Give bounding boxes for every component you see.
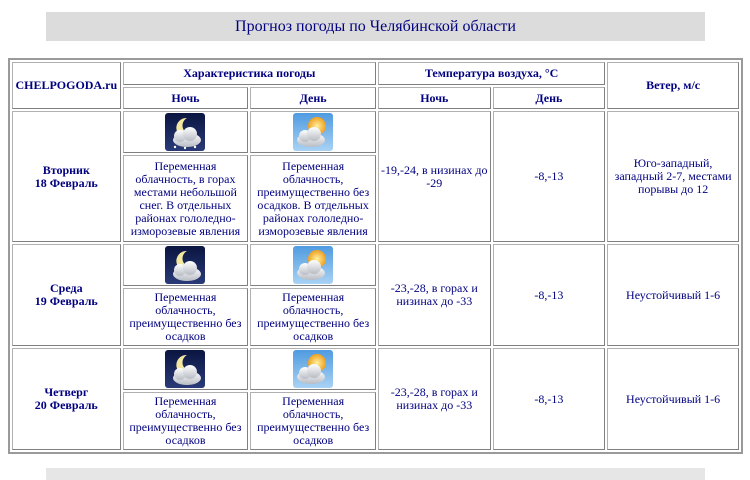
night-description: Переменная облачность, преимущественно без осадков [123, 392, 249, 450]
moon-cloud-icon [165, 350, 205, 388]
weather-characteristic-header: Характеристика погоды [123, 62, 376, 85]
temp-night-header: Ночь [378, 87, 491, 109]
sun-cloud-icon [293, 350, 333, 388]
moon-cloud-snow-icon [165, 113, 205, 151]
night-icon-cell [123, 348, 249, 390]
weekday: Четверг [44, 385, 89, 399]
temp-night-value: -23,-28, в горах и низинах до -33 [378, 348, 491, 450]
day-icon-cell [250, 348, 376, 390]
date: 18 Февраль [34, 175, 98, 190]
temp-day-value: -8,-13 [493, 244, 606, 346]
temp-day-header: День [493, 87, 606, 109]
night-description: Переменная облачность, преимущественно без осадков [123, 288, 249, 346]
night-icon-cell [123, 244, 249, 286]
air-temperature-header: Температура воздуха, °C [378, 62, 605, 85]
temp-day-value: -8,-13 [493, 111, 606, 242]
brand-cell: CHELPOGODA.ru [12, 62, 121, 109]
day-description: Переменная облачность, преимущественно без осадков [250, 392, 376, 450]
moon-cloud-icon [165, 246, 205, 284]
sun-cloud-icon [293, 113, 333, 151]
weekday: Среда [50, 281, 83, 295]
forecast-table [8, 58, 743, 454]
wind-value: Неустойчивый 1-6 [607, 244, 739, 346]
day-description: Переменная облачность, преимущественно без осадков [250, 288, 376, 346]
temp-night-value: -19,-24, в низинах до -29 [378, 111, 491, 242]
night-icon-cell [123, 111, 249, 153]
weekday: Вторник [42, 162, 90, 177]
date: 20 Февраль [34, 398, 98, 412]
temp-night-value: -23,-28, в горах и низинах до -33 [378, 244, 491, 346]
weather-day-header: День [250, 87, 376, 109]
day-icon-cell [250, 111, 376, 153]
day-cell [12, 244, 121, 346]
sun-cloud-icon [293, 246, 333, 284]
wind-value: Юго-западный, западный 2-7, местами порывы до 12 [607, 111, 739, 242]
day-description: Переменная облачность, преимущественно без осадков. В отдельных районах гололедно-изморозевые явления [250, 155, 376, 242]
weather-night-header: Ночь [123, 87, 249, 109]
night-description: Переменная облачность, в горах местами небольшой снег. В отдельных районах гололедно-изморозевые явления [123, 155, 249, 242]
temp-day-value: -8,-13 [493, 348, 606, 450]
page-title: Прогноз погоды по Челябинской области [46, 12, 705, 41]
bottom-bar [46, 468, 705, 480]
day-icon-cell [250, 244, 376, 286]
wind-value: Неустойчивый 1-6 [607, 348, 739, 450]
day-cell [12, 111, 121, 242]
wind-header: Ветер, м/с [607, 62, 739, 109]
day-cell [12, 348, 121, 450]
date: 19 Февраль [34, 294, 98, 308]
